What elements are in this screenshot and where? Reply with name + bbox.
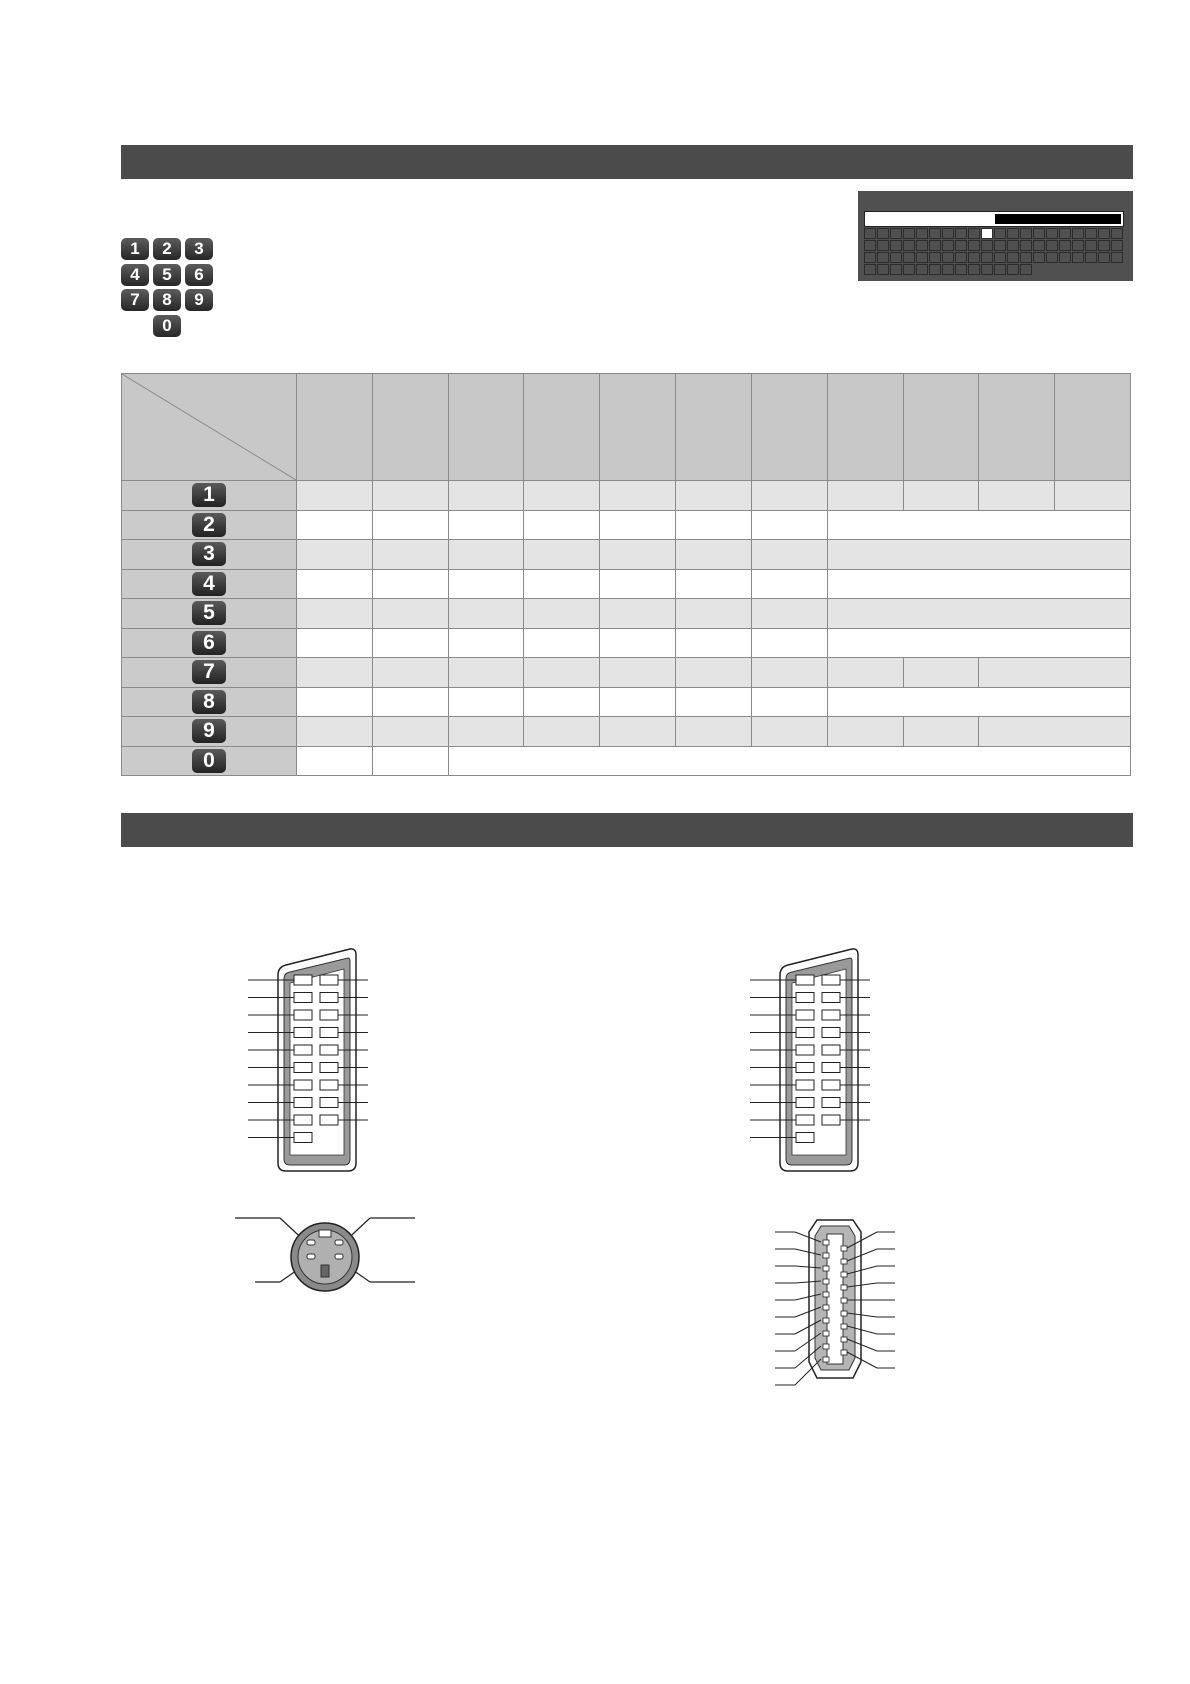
osd-grid-cell (1111, 252, 1123, 263)
table-cell (600, 569, 676, 599)
hdmi-pin (823, 1305, 829, 1310)
osd-entry-field (864, 211, 1124, 227)
keypad-key-9: 9 (185, 289, 213, 311)
osd-grid-cell (994, 264, 1006, 275)
table-row (122, 569, 1131, 599)
osd-grid-cell (1059, 228, 1071, 239)
osd-grid-cell (994, 228, 1006, 239)
scart-pin (796, 1028, 814, 1038)
table-row (122, 540, 1131, 570)
hdmi-pin (841, 1337, 847, 1342)
osd-grid-cell (942, 228, 954, 239)
hdmi-pin (841, 1259, 847, 1264)
keypad-key-3: 3 (185, 238, 213, 260)
table-header-cell (372, 374, 448, 481)
osd-grid-cell (929, 240, 941, 251)
scart-connector-icon (268, 945, 378, 1175)
scart-pin (796, 975, 814, 985)
table-row (122, 717, 1131, 747)
table-cell (448, 510, 524, 540)
table-cell (827, 569, 1130, 599)
table-header-cell (1055, 374, 1131, 481)
hdmi-pin (823, 1344, 829, 1349)
hdmi-pin (823, 1318, 829, 1323)
table-cell (827, 481, 903, 511)
table-cell (372, 599, 448, 629)
table-cell (448, 628, 524, 658)
table-cell (751, 599, 827, 629)
osd-entry-fill (995, 214, 1121, 224)
osd-grid-cell (903, 240, 915, 251)
table-row (122, 658, 1131, 688)
osd-grid-cell (1046, 228, 1058, 239)
table-cell (676, 599, 752, 629)
table-cell (751, 658, 827, 688)
osd-grid-cell (1046, 252, 1058, 263)
osd-grid-cell (877, 252, 889, 263)
osd-grid-cell (955, 264, 967, 275)
row-key-cell (122, 540, 297, 570)
table-cell (751, 687, 827, 717)
osd-grid-cell (1007, 264, 1019, 275)
row-key-button-icon: 0 (192, 749, 226, 773)
osd-grid-cell (1020, 252, 1032, 263)
table-cell (676, 658, 752, 688)
table-cell (372, 628, 448, 658)
table-header-cell (903, 374, 979, 481)
table-cell (979, 481, 1055, 511)
osd-grid-cell (968, 240, 980, 251)
scart-pin (796, 1115, 814, 1125)
hdmi-pin (823, 1292, 829, 1297)
osd-grid-cell (955, 228, 967, 239)
table-cell (524, 510, 600, 540)
keypad-key-7: 7 (121, 289, 149, 311)
scart-pin (294, 1133, 312, 1143)
hdmi-pin (823, 1331, 829, 1336)
hdmi-pin (841, 1298, 847, 1303)
osd-grid-cell (1098, 252, 1110, 263)
scart-pin (822, 993, 840, 1003)
table-cell (448, 481, 524, 511)
osd-grid-cell (942, 252, 954, 263)
table-cell (297, 628, 373, 658)
row-key-button-icon: 5 (192, 601, 226, 625)
hdmi-pin (823, 1266, 829, 1271)
row-key-button-icon: 4 (192, 572, 226, 596)
table-cell (372, 687, 448, 717)
table-header-row (122, 374, 1131, 481)
scart-pin (796, 1045, 814, 1055)
table-cell (448, 717, 524, 747)
osd-grid-cell (1111, 240, 1123, 251)
scart-pin (294, 975, 312, 985)
table-header-cell (979, 374, 1055, 481)
row-key-button-icon: 6 (192, 631, 226, 655)
table-cell (827, 510, 1130, 540)
hdmi-pin (841, 1285, 847, 1290)
osd-grid-cell (1033, 228, 1045, 239)
table-cell (524, 481, 600, 511)
hdmi-pin (841, 1324, 847, 1329)
osd-grid-cell (1020, 264, 1032, 275)
osd-grid-cell (864, 252, 876, 263)
osd-grid-cell (929, 252, 941, 263)
osd-grid-cell (903, 264, 915, 275)
scart-pin (294, 1063, 312, 1073)
osd-grid-cell (1007, 228, 1019, 239)
osd-grid-cell (1046, 240, 1058, 251)
scart-pin (822, 1010, 840, 1020)
osd-grid-cell (1033, 240, 1045, 251)
table-cell (903, 717, 979, 747)
row-key-button-icon: 8 (192, 690, 226, 714)
osd-grid-cell (981, 240, 993, 251)
scart-pin (822, 1098, 840, 1108)
scart-pin (294, 993, 312, 1003)
table-cell (448, 599, 524, 629)
osd-grid-cell (890, 240, 902, 251)
row-key-cell (122, 658, 297, 688)
table-cell (827, 658, 903, 688)
table-cell (448, 746, 1130, 776)
row-key-cell (122, 717, 297, 747)
scart-pin (822, 1028, 840, 1038)
osd-grid-cell (916, 252, 928, 263)
table-cell (676, 569, 752, 599)
table-cell (524, 540, 600, 570)
keypad-key-5: 5 (153, 264, 181, 286)
scart-pin (822, 1080, 840, 1090)
table-cell (297, 481, 373, 511)
row-key-cell (122, 510, 297, 540)
table-cell (524, 599, 600, 629)
table-cell (751, 628, 827, 658)
osd-grid-cell (903, 228, 915, 239)
osd-grid-cell (1020, 228, 1032, 239)
hdmi-pin (841, 1272, 847, 1277)
row-key-cell (122, 746, 297, 776)
keypad-key-6: 6 (185, 264, 213, 286)
osd-grid-cell (1111, 228, 1123, 239)
keypad-key-8: 8 (153, 289, 181, 311)
table-cell (827, 599, 1130, 629)
table-cell (1055, 481, 1131, 511)
osd-grid-cell (890, 264, 902, 275)
osd-grid-cell (981, 264, 993, 275)
osd-grid-cell (864, 228, 876, 239)
osd-grid-cell (1007, 240, 1019, 251)
table-cell (372, 569, 448, 599)
table-cell (524, 717, 600, 747)
table-cell (372, 717, 448, 747)
table-cell (751, 717, 827, 747)
row-key-button-icon: 2 (192, 513, 226, 537)
row-key-button-icon: 9 (192, 719, 226, 743)
table-cell (448, 569, 524, 599)
table-cell (751, 540, 827, 570)
table-header-cell (751, 374, 827, 481)
table-cell (600, 628, 676, 658)
row-key-button-icon: 3 (192, 542, 226, 566)
scart-pin (320, 1028, 338, 1038)
keypad-key-2: 2 (153, 238, 181, 260)
scart-pin (822, 975, 840, 985)
table-cell (372, 540, 448, 570)
scart-pin (796, 1080, 814, 1090)
table-cell (448, 687, 524, 717)
osd-grid-cell (916, 264, 928, 275)
character-table (121, 373, 1131, 776)
hdmi-pin (823, 1357, 829, 1362)
scart-pin (796, 1098, 814, 1108)
hdmi-connector-icon (775, 1212, 895, 1392)
scart-pin (294, 1010, 312, 1020)
section-header-band-1 (121, 145, 1133, 179)
hdmi-pin (841, 1311, 847, 1316)
table-cell (600, 687, 676, 717)
osd-grid-cell (1072, 252, 1084, 263)
scart-pin (320, 1063, 338, 1073)
scart-pin (796, 1133, 814, 1143)
table-cell (676, 510, 752, 540)
hdmi-pin (823, 1240, 829, 1245)
osd-grid-cell (994, 240, 1006, 251)
table-cell (676, 628, 752, 658)
scart-pin (796, 993, 814, 1003)
osd-grid-cell (1085, 252, 1097, 263)
table-cell (600, 481, 676, 511)
table-header-cell (827, 374, 903, 481)
table-cell (297, 658, 373, 688)
osd-grid-cell (1072, 228, 1084, 239)
scart-pin (822, 1045, 840, 1055)
table-cell (448, 540, 524, 570)
table-row (122, 481, 1131, 511)
table-cell (524, 658, 600, 688)
osd-grid-cell (877, 228, 889, 239)
table-cell (751, 510, 827, 540)
table-cell (903, 658, 979, 688)
scart-pin (294, 1028, 312, 1038)
table-row (122, 599, 1131, 629)
scart-pin (822, 1063, 840, 1073)
table-header-cell (297, 374, 373, 481)
keypad-key-1: 1 (121, 238, 149, 260)
hdmi-pin (823, 1279, 829, 1284)
table-row (122, 628, 1131, 658)
osd-grid-cell (864, 264, 876, 275)
scart-pin (320, 1045, 338, 1055)
keypad-key-4: 4 (121, 264, 149, 286)
table-cell (600, 510, 676, 540)
table-cell (751, 481, 827, 511)
osd-grid-cell (1059, 240, 1071, 251)
osd-grid-cell (955, 240, 967, 251)
table-cell (676, 687, 752, 717)
osd-grid-cell (1020, 240, 1032, 251)
table-cell (297, 687, 373, 717)
table-cell (372, 481, 448, 511)
osd-grid-cell (864, 240, 876, 251)
scart-pin (294, 1080, 312, 1090)
osd-grid-cell (916, 240, 928, 251)
table-row (122, 510, 1131, 540)
hdmi-pin (841, 1246, 847, 1251)
osd-grid-cell (1059, 252, 1071, 263)
table-cell (827, 687, 1130, 717)
table-cell (297, 717, 373, 747)
table-cell (297, 540, 373, 570)
table-header-cell (600, 374, 676, 481)
table-cell (979, 717, 1131, 747)
table-cell (524, 687, 600, 717)
scart-pin (320, 993, 338, 1003)
scart-pin (796, 1063, 814, 1073)
table-cell (903, 481, 979, 511)
osd-grid-cell (877, 240, 889, 251)
table-header-cell (524, 374, 600, 481)
osd-grid-cell (916, 228, 928, 239)
table-cell (297, 510, 373, 540)
row-key-cell (122, 481, 297, 511)
scart-pin (796, 1010, 814, 1020)
table-cell (372, 746, 448, 776)
row-key-cell (122, 687, 297, 717)
osd-grid-cell (1098, 240, 1110, 251)
table-cell (600, 599, 676, 629)
table-row (122, 687, 1131, 717)
scart-pin (320, 1080, 338, 1090)
table-cell (524, 569, 600, 599)
osd-grid-cell (890, 252, 902, 263)
osd-grid-cell (1085, 240, 1097, 251)
table-cell (676, 540, 752, 570)
osd-grid-cell (981, 252, 993, 263)
table-header-cell (448, 374, 524, 481)
table-cell (676, 481, 752, 511)
osd-grid-cell (929, 264, 941, 275)
corner-diagonal (122, 374, 296, 480)
table-cell (297, 569, 373, 599)
row-key-button-icon: 7 (192, 660, 226, 684)
table-cell (448, 658, 524, 688)
table-cell (600, 717, 676, 747)
osd-grid-cell (1033, 252, 1045, 263)
row-key-button-icon: 1 (192, 483, 226, 507)
s-video-connector-icon (235, 1210, 425, 1310)
scart-pin (320, 1115, 338, 1125)
osd-grid-cell (968, 252, 980, 263)
osd-grid-cell (994, 252, 1006, 263)
table-cell (297, 746, 373, 776)
scart-pin (320, 1010, 338, 1020)
scart-pin (294, 1045, 312, 1055)
table-cell (600, 540, 676, 570)
scart-pin (822, 1115, 840, 1125)
row-key-cell (122, 599, 297, 629)
osd-grid-cell (981, 228, 993, 239)
table-corner-cell (122, 374, 297, 481)
osd-grid-cell (942, 240, 954, 251)
table-cell (372, 510, 448, 540)
osd-grid-cell (1072, 240, 1084, 251)
table-header-cell (676, 374, 752, 481)
table-cell (676, 717, 752, 747)
scart-pin (294, 1098, 312, 1108)
table-cell (751, 569, 827, 599)
osd-grid-cell (1085, 228, 1097, 239)
table-cell (827, 628, 1130, 658)
table-cell (827, 540, 1130, 570)
osd-grid-cell (1098, 228, 1110, 239)
table-cell (524, 628, 600, 658)
hdmi-pin (841, 1350, 847, 1355)
scart-connector-icon (770, 945, 880, 1175)
table-row (122, 746, 1131, 776)
osd-grid-cell (968, 228, 980, 239)
osd-grid-cell (1007, 252, 1019, 263)
row-key-cell (122, 569, 297, 599)
osd-grid-cell (929, 228, 941, 239)
section-header-band-2 (121, 813, 1133, 847)
table-cell (827, 717, 903, 747)
osd-grid-cell (903, 252, 915, 263)
hdmi-pin (823, 1253, 829, 1258)
keypad-key-0: 0 (153, 315, 181, 337)
table-cell (979, 658, 1131, 688)
scart-pin (294, 1115, 312, 1125)
table-cell (297, 599, 373, 629)
row-key-cell (122, 628, 297, 658)
osd-grid-cell (877, 264, 889, 275)
osd-grid-cell (955, 252, 967, 263)
osd-character-grid-icon (858, 191, 1133, 281)
scart-pin (320, 1098, 338, 1108)
table-cell (372, 658, 448, 688)
table-cell (600, 658, 676, 688)
osd-grid-cell (890, 228, 902, 239)
scart-pin (320, 975, 338, 985)
osd-grid-cell (968, 264, 980, 275)
osd-grid-cell (942, 264, 954, 275)
